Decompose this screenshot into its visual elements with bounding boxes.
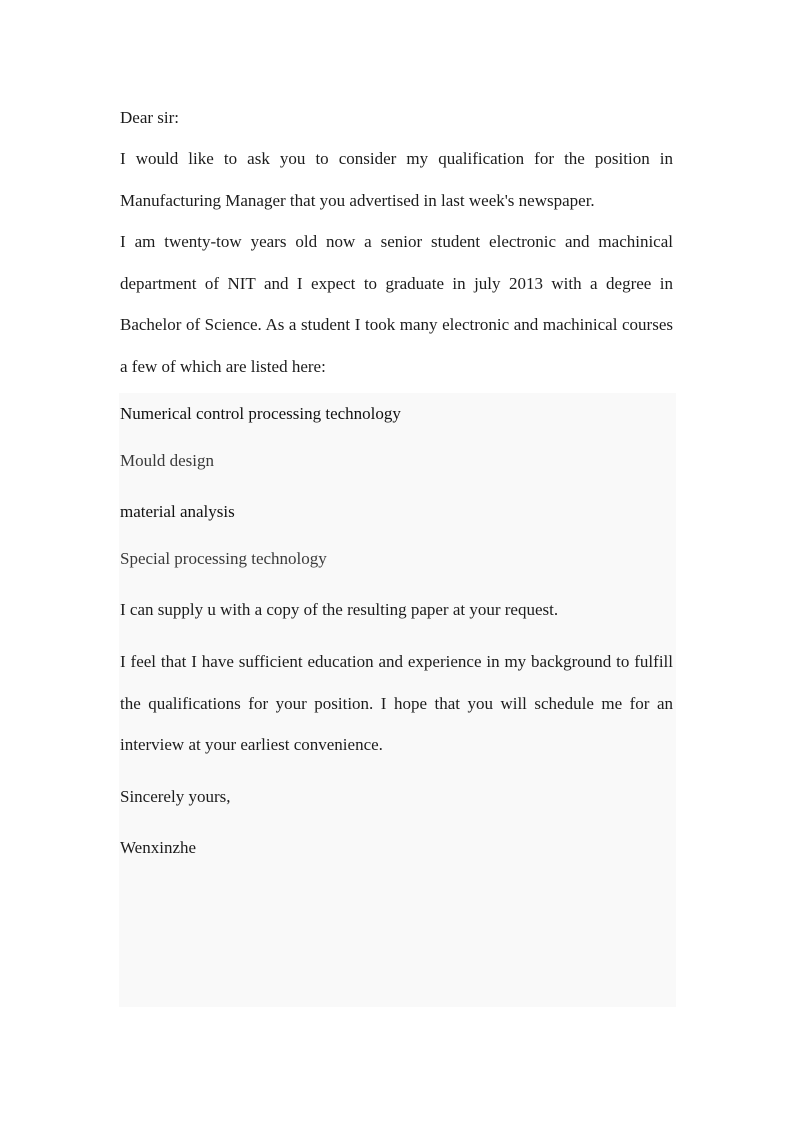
course-item: material analysis: [120, 502, 235, 521]
course-item: Mould design: [120, 451, 214, 470]
paragraph-background: I am twenty-tow years old now a senior student electronic and machinical department of NIT and I expect to graduate in july 2013 with a degree in Bachelor of Science. As a student I took many electronic and machinical courses a few of which are listed here:: [120, 232, 673, 376]
paragraph-application: I would like to ask you to consider my qualification for the position in Manufacturing Manager that you advertised in last week's newspaper.: [120, 149, 673, 210]
letter-intro: [120, 138, 673, 387]
course-item: Numerical control processing technology: [120, 404, 401, 423]
closing-phrase: Sincerely yours,: [120, 787, 231, 806]
signature-name: Wenxinzhe: [120, 838, 197, 857]
salutation: [120, 98, 673, 138]
salutation-text: Dear sir:: [120, 108, 180, 127]
paragraph-interview-request: I feel that I have sufficient education and experience in my background to fulfill the qualifications for your position. I hope that you will schedule me for an interview at your earliest convenience.: [120, 652, 673, 754]
paragraph-paper-offer: I can supply u with a copy of the resulting paper at your request.: [120, 600, 559, 619]
course-item: Special processing technology: [120, 549, 327, 568]
